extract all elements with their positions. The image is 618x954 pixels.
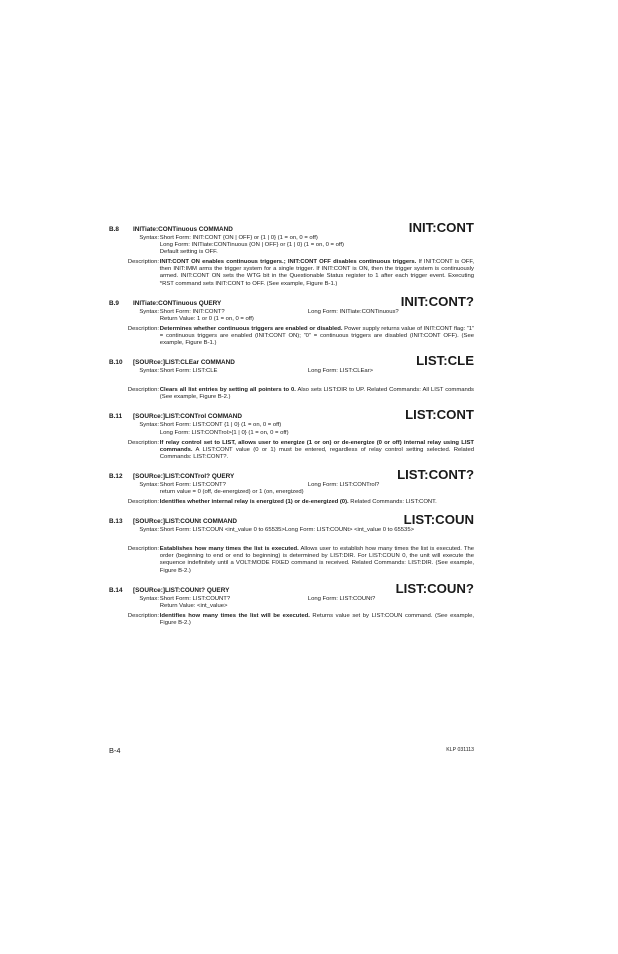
syntax-line: Short Form: LIST:COUN <int_value 0 to 65535>Long Form: LIST:COUNt> <int_value 0 to 65535>: [159, 527, 415, 534]
section-number: B.11: [109, 413, 123, 421]
section-number: B.8: [109, 226, 119, 233]
description-row: [109, 499, 474, 506]
description-text: Clears all list entries by setting all pointers to 0. Also sets LIST:DIR to UP. Related Commands: All LIST commands (See example, Figure B-2.): [159, 387, 474, 401]
section-title: [SOURce:]LIST:CONTrol? QUERY: [133, 472, 235, 480]
description-label: Description:: [127, 546, 159, 553]
description-text: Identifies whether internal relay is energized (1) or de-energized (0). Related Commands: LIST:CONT.: [159, 499, 437, 506]
syntax-long-form: Long Form: LIST:CONTrol?: [307, 481, 380, 488]
syntax-short-form: Short Form: LIST:COUNT?: [159, 595, 231, 602]
section-number: B.14: [109, 586, 123, 594]
syntax-label: Syntax:: [139, 527, 159, 534]
syntax-row: [109, 368, 474, 375]
description-label: Description:: [127, 325, 159, 332]
description-label: Description:: [127, 387, 159, 394]
description-label: Description:: [127, 612, 159, 619]
syntax-row: [109, 235, 474, 256]
command-mnemonic: LIST:CONT: [405, 407, 474, 423]
syntax-long-form: Long Form: LIST:CLEar>: [307, 368, 374, 375]
section-number: B.13: [109, 518, 123, 526]
section-number: B.12: [109, 472, 123, 480]
syntax-line: Long Form: LIST:CONTrol>{1 | 0} (1 = on, 0 = off): [159, 429, 289, 436]
syntax-row: [109, 527, 474, 534]
syntax-long-form: Long Form: INITiate:CONTinuous?: [307, 308, 399, 315]
section-header: [109, 508, 474, 526]
section-title: INITiate:CONTinuous COMMAND: [133, 226, 233, 233]
syntax-line: Default setting is OFF.: [159, 249, 218, 256]
syntax-row: [109, 309, 474, 323]
description-row: [109, 387, 474, 401]
section-list-control-command: [109, 403, 474, 460]
syntax-line: Long Form: INITiate:CONTinuous {ON | OFF} or {1 | 0} (1 = on, 0 = off): [159, 242, 345, 249]
syntax-label: Syntax:: [139, 368, 159, 375]
description-text: INIT:CONT ON enables continuous triggers.; INIT:CONT OFF disables continuous triggers. If INIT:CONT is OFF, then INIT:IMM arms the trigger system for a single trigger. If INIT:CONT is ON, then the trigger system is continuously armed. INIT:CONT ON sets the WTG bit in the Questionable Status register to 1 after each trigger event. Executing *RST command sets INIT:CONT to OFF. (See example, Figure B-1.): [159, 259, 474, 287]
syntax-line: Short Form: INIT:CONT {ON | OFF} or {1 | 0} (1 = on, 0 = off): [159, 235, 318, 241]
section-init-cont-query: [109, 290, 474, 347]
command-mnemonic: LIST:COUN: [403, 512, 474, 528]
syntax-row: [109, 422, 474, 436]
section-init-cont-command: [109, 216, 474, 288]
syntax-line: Short Form: LIST:CONT {1 | 0} (1 = on, 0 = off): [159, 422, 282, 429]
page-number: B-4: [109, 746, 121, 755]
section-header: [109, 216, 474, 234]
syntax-label: Syntax:: [139, 308, 159, 315]
command-mnemonic: INIT:CONT: [408, 220, 474, 235]
section-title: [SOURce:]LIST:CONTrol COMMAND: [133, 413, 242, 421]
section-title: [SOURce:]LIST:COUNt? QUERY: [133, 586, 230, 594]
section-list-clear-command: [109, 349, 474, 401]
syntax-label: Syntax:: [139, 595, 159, 602]
section-header: [109, 403, 474, 421]
syntax-short-form: Short Form: LIST:CLE: [159, 368, 218, 375]
section-title: [SOURce:]LIST:CLEar COMMAND: [133, 359, 235, 367]
description-text: Determines whether continuous triggers are enabled or disabled. Power supply returns value of INIT:CONT flag: “1” = continuous triggers are enabled (INIT:CONT ON); “0” = continuous triggers are disabled (INIT:CONT OFF). (See example, Figure B-1.): [159, 325, 474, 347]
document-id: KLP 031113: [446, 747, 474, 753]
section-header: [109, 290, 474, 308]
section-list-count-command: [109, 508, 474, 574]
command-mnemonic: LIST:CLE: [416, 353, 474, 369]
syntax-short-form: Short Form: INIT:CONT?: [159, 308, 225, 315]
section-header: [109, 577, 474, 595]
section-header: [109, 463, 474, 481]
section-list-control-query: [109, 463, 474, 506]
page-footer: [109, 746, 474, 758]
description-row: [109, 440, 474, 461]
manual-page-content: [109, 216, 474, 629]
section-number: B.9: [109, 299, 119, 307]
syntax-row: [109, 482, 474, 496]
syntax-line: Return Value: <int_value>: [159, 602, 228, 609]
section-header: [109, 349, 474, 367]
command-mnemonic: LIST:CONT?: [397, 466, 474, 482]
description-label: Description:: [127, 439, 159, 446]
syntax-row: [109, 596, 474, 610]
syntax-short-form: Short Form: LIST:CONT?: [159, 481, 226, 488]
syntax-long-form: Long Form: LIST:COUNt?: [307, 595, 376, 602]
command-mnemonic: LIST:COUN?: [395, 580, 474, 596]
description-label: Description:: [127, 259, 159, 266]
description-text: Establishes how many times the list is executed. Allows user to establish how many times the list is executed. The order (beginning to end or end to beginning) is determined by LIST:DIR. For LIST:COUN 0, the unit will execute the sequence indefinitely until a VOLT:MODE FIXED command is received. Related Commands: LIST:DIR. (See example, Figure B-2.): [159, 546, 474, 574]
command-mnemonic: INIT:CONT?: [400, 293, 474, 309]
description-label: Description:: [127, 499, 159, 506]
syntax-label: Syntax:: [139, 235, 159, 241]
description-row: [109, 546, 474, 574]
syntax-label: Syntax:: [139, 422, 159, 429]
section-title: INITiate:CONTinuous QUERY: [133, 299, 222, 307]
syntax-line: Return Value: 1 or 0 (1 = on, 0 = off): [159, 315, 254, 322]
syntax-line: return value = 0 (off, de-energized) or 1 (on, energized): [159, 488, 304, 495]
description-row: [109, 326, 474, 347]
description-row: [109, 613, 474, 627]
description-row: [109, 259, 474, 287]
description-text: Identifies how many times the list will be executed. Returns value set by LIST:COUN command. (See example, Figure B-2.): [159, 612, 474, 626]
description-text: If relay control set to LIST, allows user to energize (1 or on) or de-energize (0 or off) internal relay using LIST commands. A LIST:CONT value (0 or 1) must be entered, regardless of relay control setting selected. Related Commands: LIST:CONT?.: [159, 439, 474, 460]
section-title: [SOURce:]LIST:COUNt COMMAND: [133, 518, 238, 526]
section-number: B.10: [109, 359, 123, 367]
section-list-count-query: [109, 577, 474, 627]
syntax-label: Syntax:: [139, 481, 159, 488]
